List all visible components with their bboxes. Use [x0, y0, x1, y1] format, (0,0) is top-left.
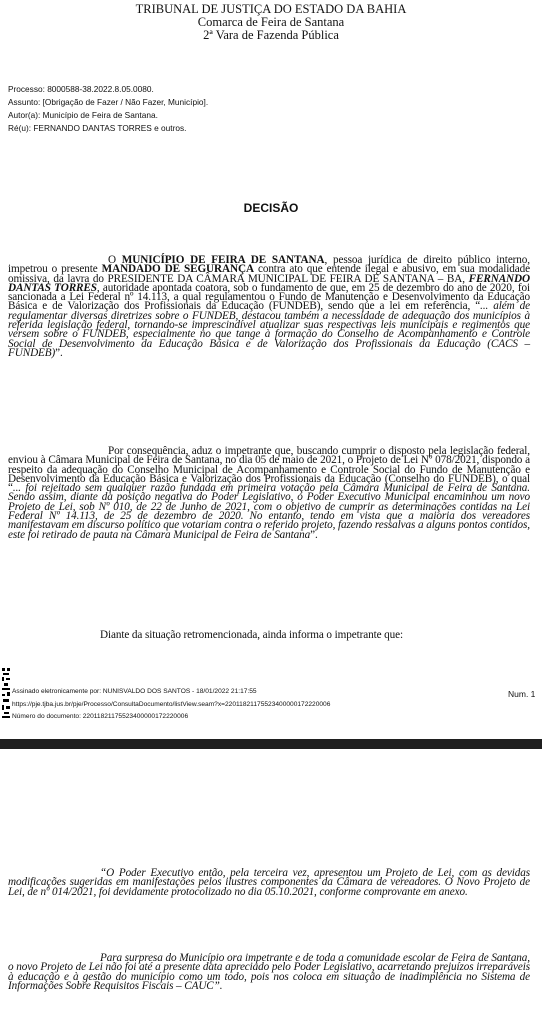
court-name: TRIBUNAL DE JUSTIÇA DO ESTADO DA BAHIA	[135, 2, 407, 16]
quote-paragraph-2	[8, 954, 530, 991]
process-number: Processo: 8000588-38.2022.8.05.0080.	[8, 84, 154, 94]
quoted-text: “O Poder Executivo então, pela terceira vez, apresentou um Projeto de Lei, com as devidas modificações sugeridas em manifestações pelos ilustres componentes da Câmara de vereadores. O Novo Projeto de Lei, de nº 014/2021, foi devidamente protocolizado no dia 05.10.2021, conforme comprovante em anexo.	[8, 867, 530, 898]
text-run: , autoridade apontada coatora, sob o fundamento de que, em 25 de dezembro do ano de 2020, foi sancionada a Lei Federal nº 14.113, a qual regulamentou o Fundo de Manutenção e Desenvolvimento da Educação Básica e de Valorização dos Profissionais da Educação (FUNDEB), sendo que a lei em referência, “	[8, 281, 530, 313]
signature-line: Assinado eletronicamente por: NUNISVALDO DOS SANTOS - 18/01/2022 21:17:55	[12, 688, 257, 695]
text-run: , pessoa jurídica de direito público interno, impetrou o presente	[8, 254, 530, 276]
page-separator	[0, 739, 542, 749]
court-division: 2ª Vara de Fazenda Pública	[203, 28, 339, 42]
page-number: Num. 1	[508, 689, 536, 699]
qr-code-icon	[1, 666, 11, 720]
decision-paragraph-2	[8, 447, 530, 540]
text-run: ”.	[55, 346, 63, 359]
respondent-name: FERNANDO DANTAS TORRES	[8, 272, 530, 294]
text-run: Por consequência, aduz o impetrante que, buscando cumprir o disposto pela legislação federal, enviou à Câmara Municipal de Feira de Santana, no dia 05 de maio de 2021, o Projeto de Lei Nº 078/2021, dispondo a respeito da adequação do Conselho Municipal de Acompanhamento e Controle Social do Fundo de Manutenção e Desenvolvimento da Educação Básica e Valorização dos Profissionais da Educação (Conselho do FUNDEB), o qual “	[8, 445, 530, 495]
text-run: contra ato que entende ilegal e abusivo, em sua modalidade omissiva, da lavra do PRESIDENTE DA CÂMARA MUNICIPAL DE FEIRA DE SANTANA – BA,	[8, 263, 530, 285]
defendant-line: Ré(u): FERNANDO DANTAS TORRES e outros.	[8, 123, 187, 133]
writ-type: MANDADO DE SEGURANÇA	[101, 263, 254, 276]
municipality-name: MUNICÍPIO DE FEIRA DE SANTANA	[121, 254, 325, 266]
author-line: Autor(a): Município de Feira de Santana.	[8, 110, 158, 120]
decision-paragraph-1	[8, 256, 530, 358]
quote-paragraph-1	[8, 869, 530, 897]
paragraph-text: Diante da situação retromencionada, ainda informa o impetrante que:	[100, 629, 404, 641]
district-name: Comarca de Feira de Santana	[197, 15, 345, 29]
page-title: DECISÃO	[243, 201, 299, 215]
document-url-link[interactable]: https://pje.tjba.jus.br/pje/Processo/ConsultaDocumento/listView.seam?x=22011821175523400000172220006	[12, 701, 331, 708]
quoted-text: ... além de regulamentar diversas diretrizes sobre o FUNDEB, destacou também a necessidade de adequação dos municípios à referida legislação federal, tornando-se imprescindível atualizar suas respectivas leis municipais e regimentos que versem sobre o FUNDEB, especialmente no que tange à formação do Conselho de Acompanhamento e Controle Social de Desenvolvimento da Educação Básica e de Valorização dos Profissionais da Educação (CACS – FUNDEB)	[8, 300, 530, 359]
subject-line: Assunto: [Obrigação de Fazer / Não Fazer, Município].	[8, 97, 209, 107]
quoted-text: Para surpresa do Município ora impetrante e de toda a comunidade escolar de Feira de Santana, o novo Projeto de Lei não foi até a presente data apreciado pelo Poder Legislativo, acarretando prejuízos irreparáveis à educação e à gestão do município como um todo, pois nos coloca em situação de inadimplência no Sistema de Informações Sobre Requisitos Fiscais – CAUC”.	[8, 952, 530, 992]
text-run: ”.	[310, 528, 318, 541]
document-number: Número do documento: 22011821175523400000172220006	[12, 713, 189, 720]
text-run: O	[108, 254, 122, 266]
quoted-text: ... foi rejeitado sem qualquer razão fundada em primeira votação pela Câmara Municipal de Feira de Santana. Sendo assim, diante da posição negativa do Poder Legislativo, o Poder Executivo Municipal encaminhou um novo Projeto de Lei, sob Nº 010, de 22 de Junho de 2021, com o objetivo de cumprir as determinações contidas na Lei Federal Nº 14.113, de 25 de dezembro de 2020. No entanto, tendo em vista que a maioria dos vereadores manifestavam em discurso político que votariam contra o referido projeto, fazendo ressalvas a alguns pontos contidos, este foi retirado de pauta na Câmara Municipal de Feira de Santana	[8, 482, 530, 541]
decision-paragraph-3	[8, 631, 530, 640]
